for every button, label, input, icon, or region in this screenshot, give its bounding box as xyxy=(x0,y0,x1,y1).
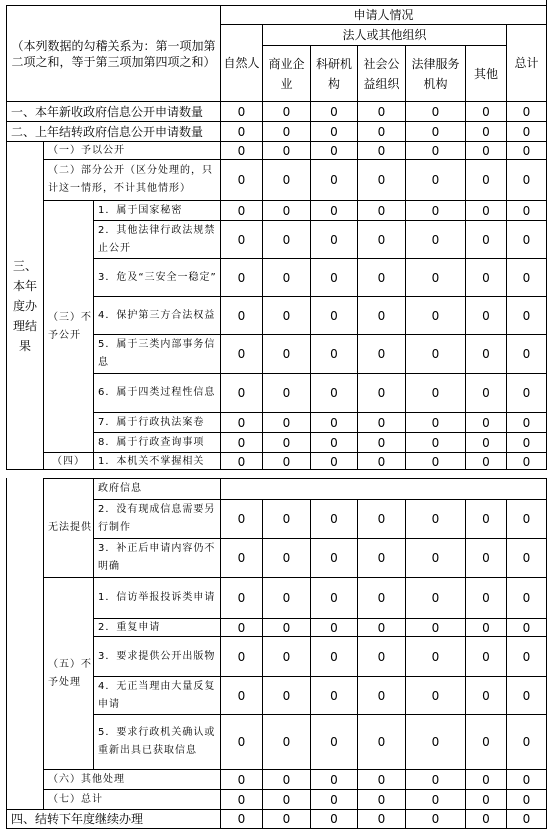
value-cell: 0 xyxy=(506,141,546,159)
value-cell: 0 xyxy=(465,296,506,334)
header-note: （本列数据的勾稽关系为：第一项加第二项之和，等于第三项加第四项之和） xyxy=(6,5,220,101)
blank-continuation xyxy=(220,478,546,499)
value-cell: 0 xyxy=(220,577,262,618)
value-cell: 0 xyxy=(506,200,546,220)
value-cell: 0 xyxy=(465,789,506,809)
value-cell: 0 xyxy=(262,432,310,452)
value-cell: 0 xyxy=(506,121,546,141)
value-cell: 0 xyxy=(220,538,262,577)
value-cell: 0 xyxy=(310,538,357,577)
row-label-g4-cont: 无法提供 xyxy=(43,478,93,577)
row-label-g3: （三）不予公开 xyxy=(43,200,93,452)
value-cell: 0 xyxy=(465,499,506,538)
row-label-g3-4: 4．保护第三方合法权益 xyxy=(93,296,220,334)
row-label-g3-5: 5．属于三类内部事务信息 xyxy=(93,334,220,373)
value-cell: 0 xyxy=(506,809,546,828)
row-label-g5-2: 2．重复申请 xyxy=(93,618,220,636)
value-cell: 0 xyxy=(220,676,262,714)
value-cell: 0 xyxy=(310,258,357,296)
table-bottom-border xyxy=(6,828,546,829)
value-cell: 0 xyxy=(357,577,405,618)
value-cell: 0 xyxy=(465,334,506,373)
value-cell: 0 xyxy=(506,618,546,636)
row-label-g3-7: 7．属于行政执法案卷 xyxy=(93,412,220,432)
value-cell: 0 xyxy=(405,334,465,373)
value-cell: 0 xyxy=(262,618,310,636)
row-label-g3-3: 3．危及“三安全一稳定” xyxy=(93,258,220,296)
value-cell: 0 xyxy=(220,373,262,412)
value-cell: 0 xyxy=(506,636,546,676)
value-cell: 0 xyxy=(465,538,506,577)
row-label-g3-1: 1．属于国家秘密 xyxy=(93,200,220,220)
value-cell: 0 xyxy=(220,334,262,373)
table-bottom-border xyxy=(6,469,546,470)
value-cell: 0 xyxy=(310,809,357,828)
value-cell: 0 xyxy=(310,432,357,452)
value-cell: 0 xyxy=(220,432,262,452)
row-label-g5-4: 4．无正当理由大量反复申请 xyxy=(93,676,220,714)
header-other: 其他 xyxy=(465,45,506,101)
value-cell: 0 xyxy=(220,499,262,538)
value-cell: 0 xyxy=(506,499,546,538)
value-cell: 0 xyxy=(220,101,262,121)
value-cell: 0 xyxy=(405,676,465,714)
value-cell: 0 xyxy=(262,373,310,412)
value-cell: 0 xyxy=(220,258,262,296)
value-cell: 0 xyxy=(465,769,506,789)
value-cell: 0 xyxy=(262,334,310,373)
value-cell: 0 xyxy=(310,296,357,334)
value-cell: 0 xyxy=(310,499,357,538)
value-cell: 0 xyxy=(220,220,262,258)
value-cell: 0 xyxy=(405,296,465,334)
value-cell: 0 xyxy=(310,452,357,470)
row-label-g3-2: 2．其他法律行政法规禁止公开 xyxy=(93,220,220,258)
header-applicant: 申请人情况 xyxy=(220,5,546,24)
value-cell: 0 xyxy=(405,159,465,200)
value-cell: 0 xyxy=(262,159,310,200)
value-cell: 0 xyxy=(310,334,357,373)
row-label-g5-1: 1．信访举报投诉类申请 xyxy=(93,577,220,618)
value-cell: 0 xyxy=(405,809,465,828)
value-cell: 0 xyxy=(405,373,465,412)
value-cell: 0 xyxy=(262,577,310,618)
value-cell: 0 xyxy=(506,220,546,258)
value-cell: 0 xyxy=(465,220,506,258)
value-cell: 0 xyxy=(310,373,357,412)
value-cell: 0 xyxy=(465,121,506,141)
value-cell: 0 xyxy=(506,769,546,789)
value-cell: 0 xyxy=(357,200,405,220)
value-cell: 0 xyxy=(357,499,405,538)
value-cell: 0 xyxy=(310,789,357,809)
value-cell: 0 xyxy=(465,101,506,121)
value-cell: 0 xyxy=(262,769,310,789)
table-right-border xyxy=(546,478,547,829)
value-cell: 0 xyxy=(357,714,405,769)
value-cell: 0 xyxy=(262,200,310,220)
row-label-g2: （二）部分公开（区分处理的，只计这一情形，不计其他情形） xyxy=(43,159,220,200)
value-cell: 0 xyxy=(220,121,262,141)
value-cell: 0 xyxy=(262,412,310,432)
value-cell: 0 xyxy=(310,101,357,121)
value-cell: 0 xyxy=(357,101,405,121)
row-label-g4-3: 3．补正后申请内容仍不明确 xyxy=(93,538,220,577)
value-cell: 0 xyxy=(262,141,310,159)
header-legal-group: 法人或其他组织 xyxy=(262,24,506,45)
value-cell: 0 xyxy=(310,141,357,159)
value-cell: 0 xyxy=(220,159,262,200)
table-right-border xyxy=(546,0,547,470)
value-cell: 0 xyxy=(310,714,357,769)
row-label-g4-2: 2．没有现成信息需要另行制作 xyxy=(93,499,220,538)
value-cell: 0 xyxy=(357,373,405,412)
value-cell: 0 xyxy=(405,220,465,258)
value-cell: 0 xyxy=(220,789,262,809)
value-cell: 0 xyxy=(465,452,506,470)
value-cell: 0 xyxy=(405,577,465,618)
value-cell: 0 xyxy=(357,159,405,200)
value-cell: 0 xyxy=(357,809,405,828)
value-cell: 0 xyxy=(262,101,310,121)
value-cell: 0 xyxy=(357,769,405,789)
value-cell: 0 xyxy=(465,258,506,296)
value-cell: 0 xyxy=(220,769,262,789)
value-cell: 0 xyxy=(465,373,506,412)
value-cell: 0 xyxy=(405,499,465,538)
value-cell: 0 xyxy=(262,121,310,141)
value-cell: 0 xyxy=(405,636,465,676)
value-cell: 0 xyxy=(357,121,405,141)
value-cell: 0 xyxy=(220,809,262,828)
value-cell: 0 xyxy=(220,636,262,676)
value-cell: 0 xyxy=(357,334,405,373)
value-cell: 0 xyxy=(262,636,310,676)
value-cell: 0 xyxy=(262,220,310,258)
table-fragment-bottom xyxy=(0,478,552,835)
value-cell: 0 xyxy=(220,452,262,470)
value-cell: 0 xyxy=(506,714,546,769)
row-label-g5-3: 3．要求提供公开出版物 xyxy=(93,636,220,676)
value-cell: 0 xyxy=(405,432,465,452)
value-cell: 0 xyxy=(506,577,546,618)
value-cell: 0 xyxy=(262,714,310,769)
header-commercial: 商业企业 xyxy=(262,45,310,101)
value-cell: 0 xyxy=(465,714,506,769)
value-cell: 0 xyxy=(506,101,546,121)
value-cell: 0 xyxy=(310,676,357,714)
value-cell: 0 xyxy=(262,499,310,538)
value-cell: 0 xyxy=(405,538,465,577)
value-cell: 0 xyxy=(405,412,465,432)
header-natural-person: 自然人 xyxy=(220,24,262,101)
value-cell: 0 xyxy=(262,296,310,334)
value-cell: 0 xyxy=(357,452,405,470)
row-label-g4: （四） xyxy=(43,452,93,470)
value-cell: 0 xyxy=(405,789,465,809)
row-label-g4-1: 1．本机关不掌握相关 xyxy=(93,452,220,470)
value-cell: 0 xyxy=(506,538,546,577)
value-cell: 0 xyxy=(310,618,357,636)
value-cell: 0 xyxy=(310,636,357,676)
value-cell: 0 xyxy=(465,577,506,618)
row-label-g1: （一）予以公开 xyxy=(43,141,220,159)
value-cell: 0 xyxy=(465,676,506,714)
value-cell: 0 xyxy=(357,432,405,452)
value-cell: 0 xyxy=(310,412,357,432)
value-cell: 0 xyxy=(357,636,405,676)
value-cell: 0 xyxy=(262,452,310,470)
row-label-new-requests: 一、本年新收政府信息公开申请数量 xyxy=(6,101,220,121)
value-cell: 0 xyxy=(310,220,357,258)
value-cell: 0 xyxy=(465,618,506,636)
value-cell: 0 xyxy=(465,636,506,676)
row-label-g3-8: 8．属于行政查询事项 xyxy=(93,432,220,452)
value-cell: 0 xyxy=(310,159,357,200)
value-cell: 0 xyxy=(310,200,357,220)
value-cell: 0 xyxy=(262,258,310,296)
row-label-carry-forward: 四、结转下年度继续办理 xyxy=(6,809,220,828)
value-cell: 0 xyxy=(405,101,465,121)
value-cell: 0 xyxy=(405,200,465,220)
value-cell: 0 xyxy=(357,676,405,714)
value-cell: 0 xyxy=(506,373,546,412)
value-cell: 0 xyxy=(465,200,506,220)
row-label-g4-1-cont: 政府信息 xyxy=(93,478,220,499)
value-cell: 0 xyxy=(506,452,546,470)
value-cell: 0 xyxy=(357,538,405,577)
value-cell: 0 xyxy=(262,676,310,714)
value-cell: 0 xyxy=(310,577,357,618)
value-cell: 0 xyxy=(357,412,405,432)
value-cell: 0 xyxy=(357,789,405,809)
header-social: 社会公益组织 xyxy=(357,45,405,101)
value-cell: 0 xyxy=(220,618,262,636)
value-cell: 0 xyxy=(506,258,546,296)
value-cell: 0 xyxy=(310,121,357,141)
value-cell: 0 xyxy=(506,676,546,714)
value-cell: 0 xyxy=(357,220,405,258)
value-cell: 0 xyxy=(220,200,262,220)
value-cell: 0 xyxy=(357,258,405,296)
value-cell: 0 xyxy=(506,334,546,373)
value-cell: 0 xyxy=(405,769,465,789)
value-cell: 0 xyxy=(506,432,546,452)
table-left-border xyxy=(6,478,7,809)
value-cell: 0 xyxy=(405,618,465,636)
value-cell: 0 xyxy=(262,809,310,828)
value-cell: 0 xyxy=(506,789,546,809)
value-cell: 0 xyxy=(405,141,465,159)
header-legal-service: 法律服务机构 xyxy=(405,45,465,101)
row-label-g6: （六）其他处理 xyxy=(43,769,220,789)
value-cell: 0 xyxy=(405,714,465,769)
value-cell: 0 xyxy=(357,296,405,334)
row-label-carried-over: 二、上年结转政府信息公开申请数量 xyxy=(6,121,220,141)
value-cell: 0 xyxy=(310,769,357,789)
value-cell: 0 xyxy=(465,432,506,452)
value-cell: 0 xyxy=(465,809,506,828)
value-cell: 0 xyxy=(220,412,262,432)
value-cell: 0 xyxy=(506,412,546,432)
section-label-results: 三、本年度办理结果 xyxy=(6,141,43,470)
value-cell: 0 xyxy=(405,452,465,470)
value-cell: 0 xyxy=(357,618,405,636)
value-cell: 0 xyxy=(506,159,546,200)
value-cell: 0 xyxy=(465,141,506,159)
value-cell: 0 xyxy=(262,789,310,809)
row-label-g5-5: 5．要求行政机关确认或重新出具已获取信息 xyxy=(93,714,220,769)
row-label-g5: （五）不予处理 xyxy=(43,577,93,769)
value-cell: 0 xyxy=(405,121,465,141)
value-cell: 0 xyxy=(220,296,262,334)
value-cell: 0 xyxy=(405,258,465,296)
header-total: 总计 xyxy=(506,24,546,101)
value-cell: 0 xyxy=(465,412,506,432)
row-label-g7: （七）总计 xyxy=(43,789,220,809)
value-cell: 0 xyxy=(357,141,405,159)
value-cell: 0 xyxy=(506,296,546,334)
row-label-g3-6: 6．属于四类过程性信息 xyxy=(93,373,220,412)
header-research: 科研机构 xyxy=(310,45,357,101)
value-cell: 0 xyxy=(465,159,506,200)
value-cell: 0 xyxy=(262,538,310,577)
value-cell: 0 xyxy=(220,141,262,159)
value-cell: 0 xyxy=(220,714,262,769)
